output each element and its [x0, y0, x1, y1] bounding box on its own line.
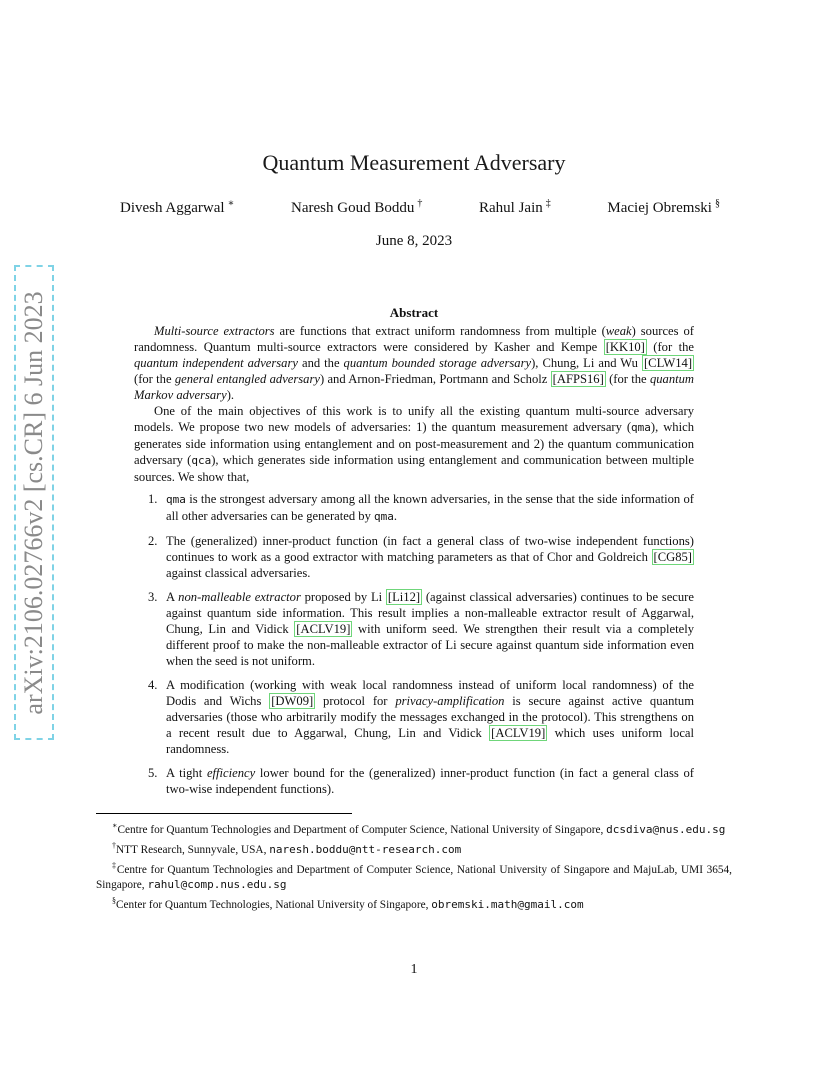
abstract-paragraph: One of the main objectives of this work is to unify all the existing quantum multi-source adversary models. We propose two new models of adversaries: 1) the quantum measurement adversary (qma), which generates side information using entanglement and on post-measurement and 2) the quantum communication adversary (qca), which generates side information using entanglement and communication between multiple sources. We show that, — [134, 404, 694, 484]
abstract-body — [134, 323, 694, 805]
footnote: ∗Centre for Quantum Technologies and Department of Computer Science, National University of Singapore, dcsdiva@nus.edu.sg — [112, 821, 726, 836]
author-list — [120, 198, 720, 217]
citation-link[interactable]: [Li12] — [387, 590, 421, 604]
list-number: 4. — [148, 678, 158, 692]
paper-date: June 8, 2023 — [375, 233, 453, 249]
arxiv-stamp — [14, 265, 54, 740]
footnotes — [96, 818, 732, 913]
footnote: ‡Centre for Quantum Technologies and Department of Computer Science, National University of Singapore and MajuLab, UMI 3654, Singapore, rahul@comp.nus.edu.sg — [96, 860, 733, 892]
footnote-divider — [96, 813, 352, 814]
email-link[interactable]: obremski.math@gmail.com — [431, 898, 584, 912]
list-number: 5. — [148, 766, 158, 780]
list-number: 3. — [148, 590, 158, 604]
list-item: 4. A modification (working with weak local randomness instead of uniform local randomness) of the Dodis and Wichs [DW09] protocol for privacy-amplification is secure against active quantum adversaries (those who arbitrarily modify the messages exchanged in the protocol). This strengthens on a recent result due to Aggarwal, Chung, Lin and Vidick [ACLV19] which uses uniform local randomness. — [148, 678, 694, 756]
list-item: 5. A tight efficiency lower bound for the (generalized) inner-product function (in fact a general class of two-wise independent functions). — [148, 766, 695, 796]
list-item: 3. A non-malleable extractor proposed by Li [Li12] (against classical adversaries) continues to be secure against quantum side information. This result implies a non-malleable extractor result of Aggarwal, Chung, Lin and Vidick [ACLV19] with uniform seed. We strengthen their result via a completely different proof to make the non-malleable extractor of Li secure against quantum side information even when the seed is not uniform. — [148, 590, 694, 668]
email-link[interactable]: rahul@comp.nus.edu.sg — [147, 878, 287, 892]
author-footnote-mark: ∗ — [227, 198, 235, 209]
contribution-list — [134, 491, 694, 797]
abstract-heading: Abstract — [389, 305, 439, 320]
citation-link[interactable]: [KK10] — [605, 340, 645, 354]
author-footnote-mark: † — [417, 198, 423, 209]
citation-link[interactable]: [CLW14] — [643, 356, 693, 370]
email-link[interactable]: naresh.boddu@ntt-research.com — [269, 842, 462, 856]
footnote: §Center for Quantum Technologies, National University of Singapore, obremski.math@gmail.com — [112, 896, 584, 912]
citation-link[interactable]: [ACLV19] — [491, 726, 546, 740]
list-item: 1. qma is the strongest adversary among all the known adversaries, in the sense that the side information of all other adversaries can be generated by qma. — [148, 492, 694, 523]
footnote: †NTT Research, Sunnyvale, USA, naresh.boddu@ntt-research.com — [112, 840, 462, 856]
arxiv-id: arXiv:2106.02766v2 [cs.CR] 6 Jun 2023 — [19, 290, 48, 715]
paper-title: Quantum Measurement Adversary — [262, 150, 566, 175]
page-number: 1 — [410, 962, 418, 977]
list-item: 2. The (generalized) inner-product function (in fact a general class of two-wise independent functions) continues to work as a good extractor with matching parameters as that of Chor and Goldreich [CG85] against classical adversaries. — [148, 534, 694, 580]
author-footnote-mark: ‡ — [545, 198, 551, 209]
citation-link[interactable]: [DW09] — [271, 694, 314, 708]
email-link[interactable]: dcsdiva@nus.edu.sg — [606, 822, 726, 836]
list-number: 1. — [148, 492, 158, 506]
list-number: 2. — [148, 534, 158, 548]
author: Maciej Obremski § — [607, 198, 720, 216]
author: Divesh Aggarwal ∗ — [120, 198, 235, 216]
citation-link[interactable]: [ACLV19] — [296, 622, 351, 636]
citation-link[interactable]: [CG85] — [653, 550, 692, 564]
citation-link[interactable]: [AFPS16] — [552, 372, 604, 386]
author: Naresh Goud Boddu † — [291, 198, 423, 216]
author-footnote-mark: § — [714, 198, 720, 209]
abstract-paragraph: Multi-source extractors are functions that extract uniform randomness from multiple (weak) sources of randomness. Quantum multi-source extractors were considered by Kasher and Kempe [KK10] (for the quantum independent adversary and the quantum bounded storage adversary), Chung, Li and Wu [CLW14] (for the general entangled adversary) and Arnon-Friedman, Portmann and Scholz [AFPS16] (for the quantum Markov adversary). — [134, 324, 695, 402]
author: Rahul Jain ‡ — [479, 198, 551, 216]
